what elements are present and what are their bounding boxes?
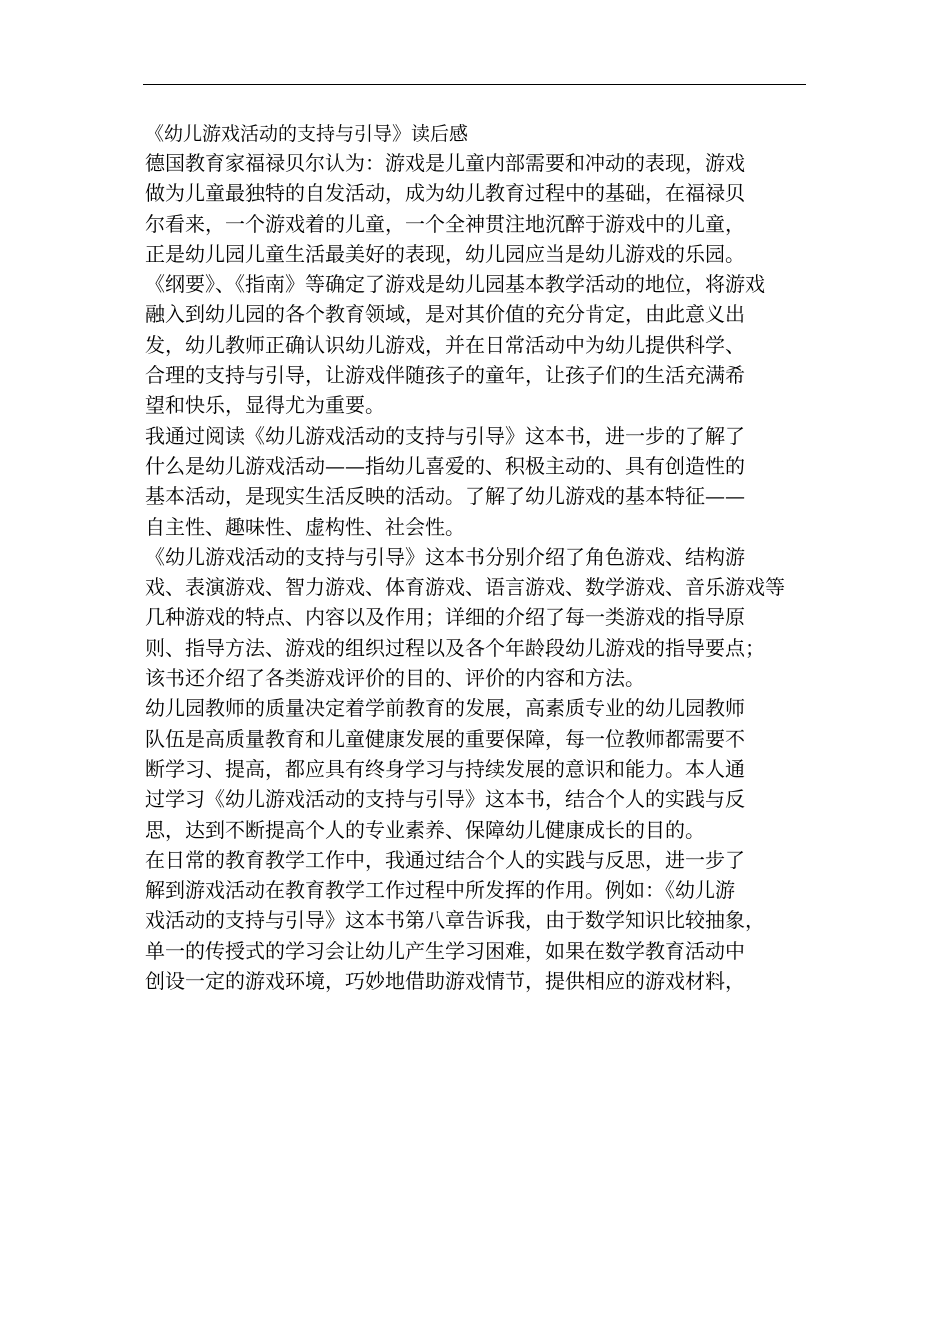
paragraph-5 bbox=[145, 693, 809, 844]
text-line: 创设一定的游戏环境，巧妙地借助游戏情节，提供相应的游戏材料， bbox=[145, 969, 745, 994]
document-title: 《幼儿游戏活动的支持与引导》读后感 bbox=[145, 123, 469, 145]
text-line: 什么是幼儿游戏活动——指幼儿喜爱的、积极主动的、具有创造性的 bbox=[145, 453, 745, 478]
text-line: 正是幼儿园儿童生活最美好的表现，幼儿园应当是幼儿游戏的乐园。 bbox=[145, 241, 745, 266]
paragraph-4 bbox=[145, 542, 809, 693]
text-line: 融入到幼儿园的各个教育领域，是对其价值的充分肯定，由此意义出 bbox=[145, 302, 745, 327]
text-line: 戏活动的支持与引导》这本书第八章告诉我，由于数学知识比较抽象， bbox=[145, 908, 765, 933]
text-line: 过学习《幼儿游戏活动的支持与引导》这本书，结合个人的实践与反 bbox=[145, 787, 745, 812]
text-line: 则、指导方法、游戏的组织过程以及各个年龄段幼儿游戏的指导要点； bbox=[145, 635, 765, 660]
text-line: 《纲要》、《指南》等确定了游戏是幼儿园基本教学活动的地位，将游戏 bbox=[145, 272, 765, 297]
text-line: 该书还介绍了各类游戏评价的目的、评价的内容和方法。 bbox=[145, 666, 645, 691]
paragraph-6 bbox=[145, 845, 809, 996]
text-line: 断学习、提高，都应具有终身学习与持续发展的意识和能力。本人通 bbox=[145, 756, 745, 781]
header-rule bbox=[143, 84, 806, 85]
text-line: 基本活动，是现实生活反映的活动。了解了幼儿游戏的基本特征—— bbox=[145, 484, 745, 509]
text-line: 解到游戏活动在教育教学工作过程中所发挥的作用。例如：《幼儿游 bbox=[145, 878, 735, 903]
text-line: 几种游戏的特点、内容以及作用；详细的介绍了每一类游戏的指导原 bbox=[145, 605, 745, 630]
paragraph-3 bbox=[145, 421, 809, 542]
text-line: 合理的支持与引导，让游戏伴随孩子的童年，让孩子们的生活充满希 bbox=[145, 363, 745, 388]
text-line: 做为儿童最独特的自发活动，成为幼儿教育过程中的基础，在福禄贝 bbox=[145, 181, 745, 206]
paragraph-1 bbox=[145, 148, 809, 269]
text-line: 我通过阅读《幼儿游戏活动的支持与引导》这本书，进一步的了解了 bbox=[145, 423, 745, 448]
text-line: 思，达到不断提高个人的专业素养、保障幼儿健康成长的目的。 bbox=[145, 817, 705, 842]
document-body bbox=[145, 120, 809, 996]
text-line: 尔看来，一个游戏着的儿童，一个全神贯注地沉醉于游戏中的儿童， bbox=[145, 211, 745, 236]
text-line: 在日常的教育教学工作中，我通过结合个人的实践与反思，进一步了 bbox=[145, 847, 745, 872]
text-line: 望和快乐，显得尤为重要。 bbox=[145, 393, 385, 418]
text-line: 队伍是高质量教育和儿童健康发展的重要保障，每一位教师都需要不 bbox=[145, 726, 745, 751]
text-line: 发，幼儿教师正确认识幼儿游戏，并在日常活动中为幼儿提供科学、 bbox=[145, 332, 745, 357]
text-line: 单一的传授式的学习会让幼儿产生学习困难，如果在数学教育活动中 bbox=[145, 938, 745, 963]
text-line: 戏、表演游戏、智力游戏、体育游戏、语言游戏、数学游戏、音乐游戏等 bbox=[145, 575, 785, 600]
text-line: 德国教育家福禄贝尔认为：游戏是儿童内部需要和冲动的表现，游戏 bbox=[145, 151, 745, 175]
text-line: 自主性、趣味性、虚构性、社会性。 bbox=[145, 514, 465, 539]
paragraph-2 bbox=[145, 269, 809, 420]
text-line: 幼儿园教师的质量决定着学前教育的发展，高素质专业的幼儿园教师 bbox=[145, 696, 745, 721]
text-line: 《幼儿游戏活动的支持与引导》这本书分别介绍了角色游戏、结构游 bbox=[145, 544, 745, 569]
